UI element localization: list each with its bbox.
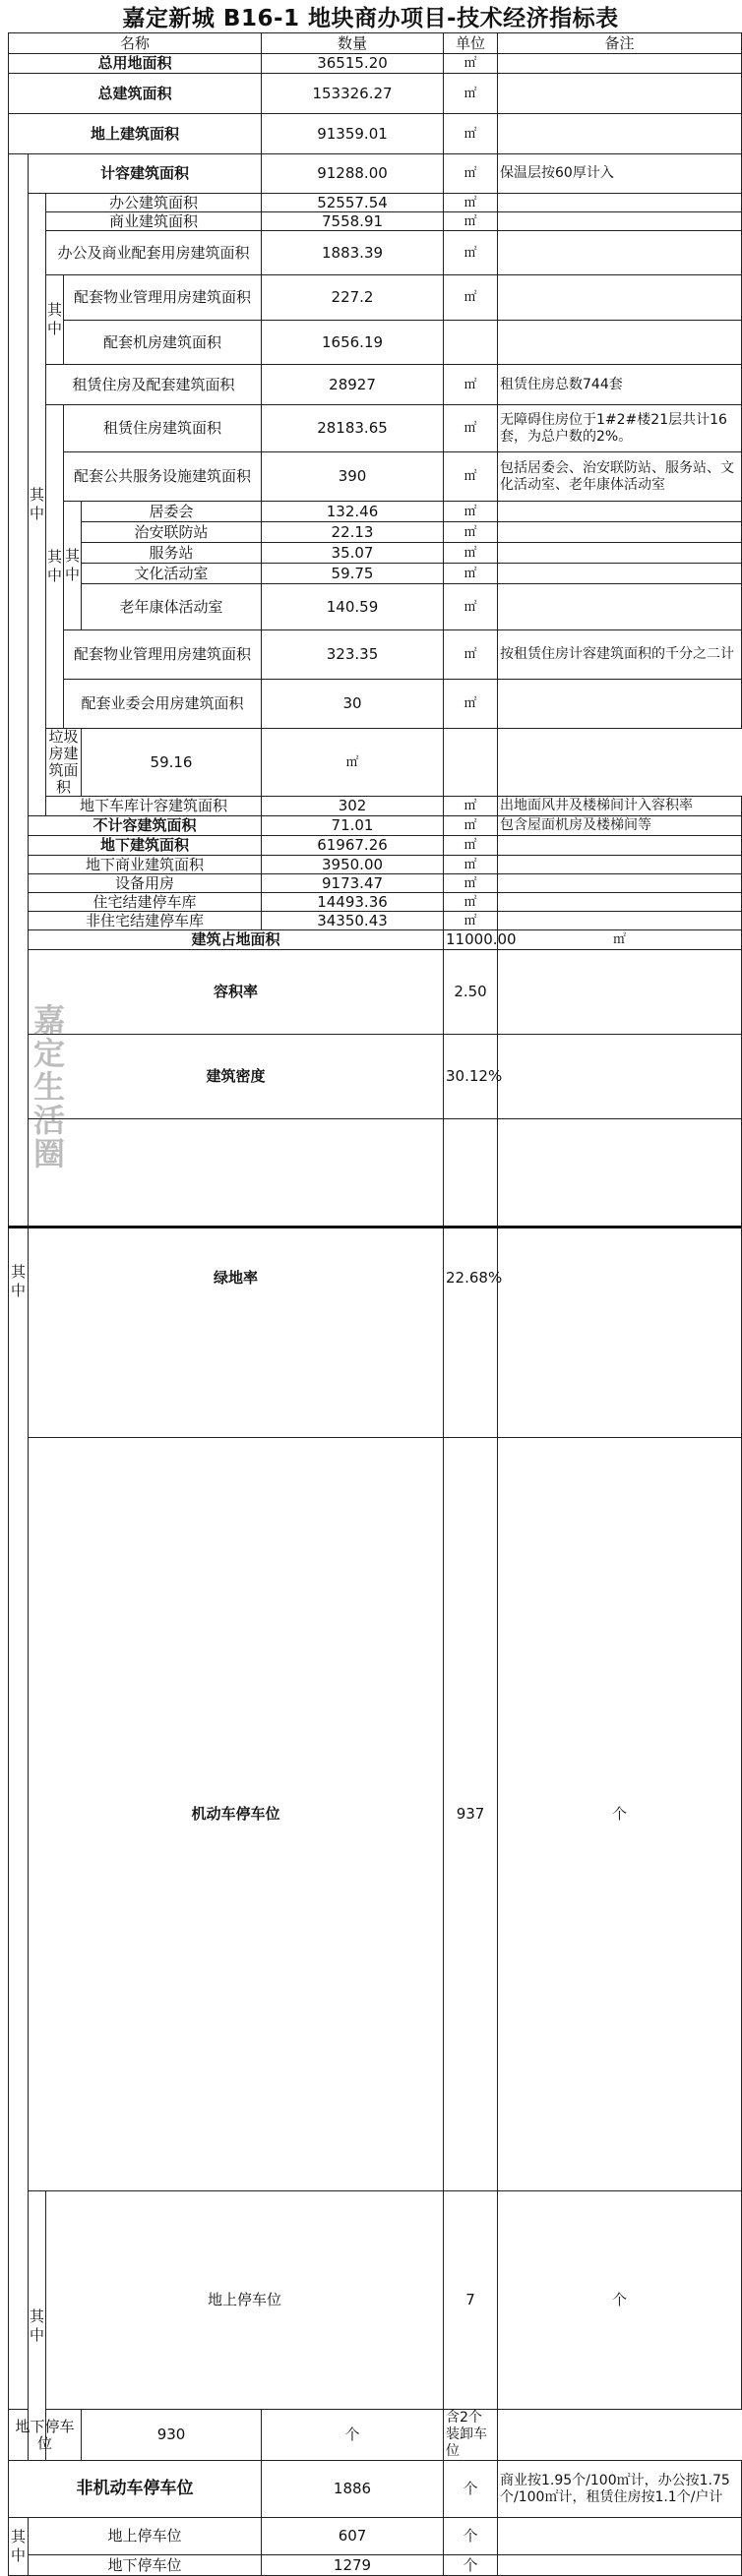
- row-unit: ㎡: [444, 54, 498, 74]
- row-name: 绿地率: [29, 1119, 444, 1438]
- row-note: [498, 836, 742, 856]
- table-row: [9, 1119, 742, 1438]
- table-row: [9, 54, 742, 74]
- header-note: 备注: [498, 33, 742, 54]
- row-quantity: 132.46: [262, 502, 444, 522]
- row-note: [498, 114, 742, 154]
- row-quantity: 28927: [262, 365, 444, 405]
- row-quantity: 59.75: [262, 564, 444, 584]
- row-unit: ㎡: [444, 893, 498, 912]
- row-name: 配套物业管理用房建筑面积: [64, 275, 262, 321]
- row-name: 设备用房: [29, 874, 262, 893]
- row-note: 保温层按60厚计入: [498, 154, 742, 194]
- qizhong-label: 其中: [9, 2518, 29, 2576]
- table-row: [9, 194, 742, 212]
- row-quantity: 323.35: [262, 630, 444, 680]
- row-name: 老年康体活动室: [82, 584, 262, 630]
- row-unit: ㎡: [444, 502, 498, 522]
- row-note: [498, 212, 742, 231]
- row-note: [498, 2555, 742, 2576]
- row-name: 机动车停车位: [29, 1438, 444, 2191]
- row-unit: ㎡: [444, 154, 498, 194]
- table-row: [9, 680, 742, 729]
- row-name: 办公及商业配套用房建筑面积: [46, 231, 262, 275]
- row-note: 商业按1.95个/100㎡计，办公按1.75个/100㎡计，租赁住房按1.1个/户计: [498, 2461, 742, 2518]
- row-quantity: 91359.01: [262, 114, 444, 154]
- header-unit: 单位: [444, 33, 498, 54]
- row-quantity: 14493.36: [262, 893, 444, 912]
- row-unit: ㎡: [444, 836, 498, 856]
- row-name: 总建筑面积: [9, 74, 262, 114]
- row-note: 租赁住房总数744套: [498, 365, 742, 405]
- row-note: [498, 893, 742, 912]
- table-row: [9, 74, 742, 114]
- row-name: 地上停车位: [46, 2191, 444, 2410]
- qizhong-label: 其中: [46, 275, 64, 365]
- row-unit: ㎡: [444, 452, 498, 502]
- row-unit: ㎡: [444, 114, 498, 154]
- table-row: [9, 797, 742, 816]
- row-note: 包括居委会、治安联防站、服务站、文化活动室、老年康体活动室: [498, 452, 742, 502]
- row-quantity: 1883.39: [262, 231, 444, 275]
- row-name: 建筑占地面积: [29, 930, 444, 950]
- row-name: 地上停车位: [29, 2518, 262, 2555]
- row-name: 租赁住房建筑面积: [64, 405, 262, 452]
- row-name: 计容建筑面积: [29, 154, 262, 194]
- row-note: [498, 194, 742, 212]
- row-unit: 个: [262, 2410, 444, 2461]
- header-name: 名称: [9, 33, 262, 54]
- row-name: 商业建筑面积: [46, 212, 262, 231]
- indicator-table: [8, 32, 742, 2576]
- row-note: [498, 874, 742, 893]
- row-name: 办公建筑面积: [46, 194, 262, 212]
- row-quantity: 302: [262, 797, 444, 816]
- table-row: [9, 452, 742, 502]
- table-row: [9, 816, 742, 836]
- row-name: 配套业委会用房建筑面积: [64, 680, 262, 729]
- row-quantity: 59.16: [82, 729, 262, 797]
- qizhong-label: 其中: [64, 502, 82, 630]
- row-unit: ㎡: [444, 405, 498, 452]
- table-row: [9, 231, 742, 275]
- table-title: 嘉定新城 B16-1 地块商办项目-技术经济指标表: [122, 6, 619, 31]
- table-row: [9, 1438, 742, 2191]
- row-name: 容积率: [29, 950, 444, 1035]
- row-quantity: 36515.20: [262, 54, 444, 74]
- row-unit: ㎡: [444, 797, 498, 816]
- row-unit: ㎡: [262, 729, 444, 797]
- row-note: [498, 275, 742, 321]
- row-quantity: 91288.00: [262, 154, 444, 194]
- row-name: 配套公共服务设施建筑面积: [64, 452, 262, 502]
- row-unit: 个: [498, 1438, 742, 2191]
- row-unit: ㎡: [498, 930, 742, 950]
- row-note: [498, 912, 742, 930]
- row-note: [498, 522, 742, 543]
- header-quantity: 数量: [262, 33, 444, 54]
- row-quantity: 9173.47: [262, 874, 444, 893]
- row-name: 治安联防站: [82, 522, 262, 543]
- row-unit: ㎡: [444, 584, 498, 630]
- row-unit: [498, 1035, 742, 1119]
- row-unit: ㎡: [444, 275, 498, 321]
- row-note: 无障碍住房位于1#2#楼21层共计16套，为总户数的2%。: [498, 405, 742, 452]
- table-row: [9, 1035, 742, 1119]
- table-row: [9, 584, 742, 630]
- qizhong-label: 其中: [46, 405, 64, 729]
- table-row: [9, 154, 742, 194]
- row-quantity: 22.68%: [444, 1119, 498, 1438]
- table-row: [9, 2555, 742, 2576]
- table-row: [9, 950, 742, 1035]
- bottom-rule: [8, 1226, 741, 1228]
- qizhong-label: 其中: [29, 194, 46, 816]
- row-name: 地下车库计容建筑面积: [46, 797, 262, 816]
- table-row: [9, 729, 742, 797]
- table-row: [9, 564, 742, 584]
- header-row: [9, 33, 742, 54]
- row-name: 非机动车停车位: [9, 2461, 262, 2518]
- row-name: 地上建筑面积: [9, 114, 262, 154]
- row-quantity: 930: [82, 2410, 262, 2461]
- row-unit: ㎡: [444, 194, 498, 212]
- table-row: [9, 405, 742, 452]
- row-quantity: 1886: [262, 2461, 444, 2518]
- row-unit: [498, 1119, 742, 1438]
- row-quantity: 153326.27: [262, 74, 444, 114]
- table-row: [9, 2461, 742, 2518]
- table-row: [9, 502, 742, 522]
- row-name: 服务站: [82, 543, 262, 564]
- row-unit: ㎡: [444, 522, 498, 543]
- row-quantity: 30.12%: [444, 1035, 498, 1119]
- table-row: [9, 912, 742, 930]
- table-row: [9, 893, 742, 912]
- row-quantity: 2.50: [444, 950, 498, 1035]
- row-name: 地下停车位: [29, 2555, 262, 2576]
- row-note: 出地面风井及楼梯间计入容积率: [498, 797, 742, 816]
- qizhong-label: 其中: [9, 154, 29, 2410]
- row-unit: 个: [444, 2461, 498, 2518]
- row-name: 地下商业建筑面积: [29, 856, 262, 874]
- table-row: [9, 2410, 742, 2461]
- row-quantity: 607: [262, 2518, 444, 2555]
- row-quantity: 390: [262, 452, 444, 502]
- row-unit: [444, 321, 498, 365]
- row-unit: ㎡: [444, 856, 498, 874]
- table-row: [9, 874, 742, 893]
- row-quantity: 1279: [262, 2555, 444, 2576]
- row-name: 住宅结建停车库: [29, 893, 262, 912]
- row-quantity: 227.2: [262, 275, 444, 321]
- row-unit: ㎡: [444, 912, 498, 930]
- row-note: [498, 321, 742, 365]
- row-note: 包含屋面机房及楼梯间等: [498, 816, 742, 836]
- row-note: [498, 543, 742, 564]
- table-row: [9, 836, 742, 856]
- row-name: 文化活动室: [82, 564, 262, 584]
- row-quantity: 937: [444, 1438, 498, 2191]
- row-quantity: 61967.26: [262, 836, 444, 856]
- row-note: [498, 231, 742, 275]
- row-unit: ㎡: [444, 874, 498, 893]
- table-row: [9, 365, 742, 405]
- table-row: [9, 930, 742, 950]
- row-unit: ㎡: [444, 365, 498, 405]
- row-quantity: 30: [262, 680, 444, 729]
- row-name: 建筑密度: [29, 1035, 444, 1119]
- row-quantity: 34350.43: [262, 912, 444, 930]
- row-unit: ㎡: [444, 680, 498, 729]
- row-quantity: 140.59: [262, 584, 444, 630]
- row-note: [498, 564, 742, 584]
- row-quantity: 7558.91: [262, 212, 444, 231]
- row-quantity: 11000.00: [444, 930, 498, 950]
- row-name: 总用地面积: [9, 54, 262, 74]
- row-unit: ㎡: [444, 231, 498, 275]
- row-note: [498, 502, 742, 522]
- row-name: 非住宅结建停车库: [29, 912, 262, 930]
- table-row: [9, 275, 742, 321]
- table-row: [9, 321, 742, 365]
- table-row: [9, 543, 742, 564]
- row-unit: [498, 950, 742, 1035]
- row-note: [444, 729, 498, 797]
- table-row: [9, 114, 742, 154]
- row-name: 居委会: [82, 502, 262, 522]
- table-row: [9, 2191, 742, 2410]
- table-row: [9, 630, 742, 680]
- row-note: [498, 2518, 742, 2555]
- row-note: [498, 74, 742, 114]
- row-quantity: 28183.65: [262, 405, 444, 452]
- row-quantity: 1656.19: [262, 321, 444, 365]
- row-name: 不计容建筑面积: [29, 816, 262, 836]
- qizhong-label: 其中: [29, 2191, 46, 2461]
- row-quantity: 3950.00: [262, 856, 444, 874]
- row-unit: ㎡: [444, 543, 498, 564]
- row-note: [498, 680, 742, 729]
- table-row: [9, 212, 742, 231]
- row-unit: 个: [444, 2518, 498, 2555]
- row-name: 地下停车位: [9, 2410, 82, 2461]
- row-note: [498, 54, 742, 74]
- row-unit: 个: [498, 2191, 742, 2410]
- row-unit: ㎡: [444, 74, 498, 114]
- row-unit: ㎡: [444, 212, 498, 231]
- row-note: 按租赁住房计容建筑面积的千分之二计: [498, 630, 742, 680]
- row-unit: ㎡: [444, 564, 498, 584]
- row-name: 地下建筑面积: [29, 836, 262, 856]
- row-unit: ㎡: [444, 816, 498, 836]
- row-quantity: 22.13: [262, 522, 444, 543]
- row-note: [498, 856, 742, 874]
- table-row: [9, 2518, 742, 2555]
- row-name: 配套物业管理用房建筑面积: [64, 630, 262, 680]
- row-unit: 个: [444, 2555, 498, 2576]
- row-name: 垃圾房建筑面积: [46, 729, 82, 797]
- row-unit: ㎡: [444, 630, 498, 680]
- row-note: 含2个装卸车位: [444, 2410, 498, 2461]
- table-row: [9, 522, 742, 543]
- watermark: 嘉定生活圈: [33, 1001, 66, 1172]
- row-name: 租赁住房及配套建筑面积: [46, 365, 262, 405]
- row-name: 配套机房建筑面积: [64, 321, 262, 365]
- row-quantity: 52557.54: [262, 194, 444, 212]
- row-quantity: 71.01: [262, 816, 444, 836]
- row-quantity: 7: [444, 2191, 498, 2410]
- row-note: [498, 584, 742, 630]
- row-quantity: 35.07: [262, 543, 444, 564]
- table-row: [9, 856, 742, 874]
